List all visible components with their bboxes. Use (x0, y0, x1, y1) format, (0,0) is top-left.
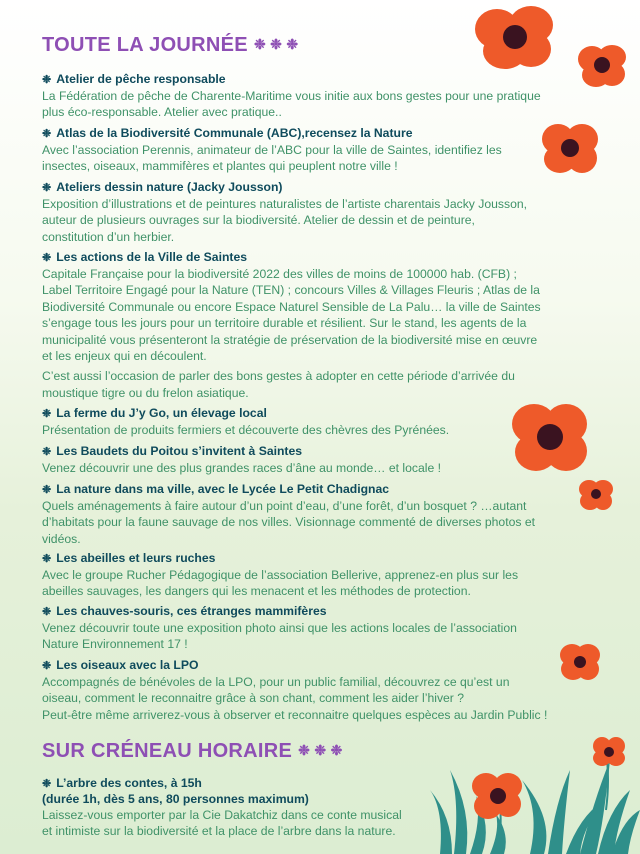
activity-description: Laissez-vous emporter par la Cie Dakatchiz dans ce conte musical et intimiste sur la biodiversité et la place de l’arbre dans la nature. (42, 808, 402, 839)
activity-title: ❉ Les Baudets du Poitou s’invitent à Saintes (42, 444, 303, 458)
bullet-icon: ❉ (42, 660, 52, 672)
bullet-icon: ❉ (42, 128, 52, 140)
bullet-icon: ❉ (42, 553, 52, 565)
bullet-icon: ❉ (42, 252, 52, 264)
activity-title: ❉ La nature dans ma ville, avec le Lycée Le Petit Chadignac (42, 482, 390, 496)
activity-title: ❉ Atlas de la Biodiversité Communale (ABC),recensez la Nature (42, 126, 413, 140)
activity-entry (42, 604, 582, 653)
poppy-flower-icon (556, 638, 604, 684)
bullet-icon: ❉ (42, 446, 52, 458)
activity-description: Capitale Française pour la biodiversité 2022 des villes de moins de 100000 hab. (CFB) ; Label Territoire Engagé pour la Nature (TEN) ; concours Villes & Villages Fleuris ; Atlas de la Biodiversité Communale ou encore Espace Naturel Sensible de La Palu… la ville de Saintes s’engage tous les jours pour un territoire durable et résilient. Sur le stand, les agents de la municipalité vous présenteront la stratégie de préservation de la biodiversité mise en œuvre et les enjeux qui en découlent. (42, 267, 541, 364)
bullet-icon: ❉ (42, 408, 52, 420)
activity-description: La Fédération de pêche de Charente-Maritime vous initie aux bons gestes pour une pratique plus éco-responsable. Atelier avec pratique.. (42, 89, 541, 120)
activity-description: Quels aménagements à faire autour d’un point d’eau, d’une forêt, d’un bosquet ? …autant d’habitats pour la faune sauvage de nos villes. Visionnage commenté de diverses photos et vidéos. (42, 499, 536, 546)
activity-entry (42, 444, 582, 476)
activity-entry (42, 482, 582, 547)
activity-entry (42, 551, 582, 600)
activity-description: Venez découvrir une des plus grandes races d’âne au monde… et locale ! (42, 461, 442, 475)
activity-title: ❉ La ferme du J’y Go, un élevage local (42, 406, 267, 420)
activity-entry (42, 658, 582, 723)
bullet-icon: ❉ (42, 182, 52, 194)
section-heading-time-slot (42, 740, 343, 763)
activity-entry (42, 180, 582, 245)
heading-text: TOUTE LA JOURNÉE (42, 34, 248, 56)
bullet-icon: ❉ (42, 484, 52, 496)
activity-description: Avec l’association Perennis, animateur de l’ABC pour la ville de Saintes, identifiez les insectes, oiseaux, mammifères et plantes qui peuplent notre ville ! (42, 143, 502, 174)
poppy-flower-icon (576, 474, 616, 514)
activity-entry (42, 406, 582, 438)
poppy-flower-icon (593, 737, 625, 766)
poppy-flower-icon (472, 773, 522, 819)
poppy-flower-icon (574, 40, 630, 90)
section-heading-all-day (42, 34, 298, 57)
bullet-icon: ❉ (42, 778, 52, 790)
activity-description: Venez découvrir toute une exposition photo ainsi que les actions locales de l’association Nature Environnement 17 ! (42, 621, 517, 652)
activity-entry (42, 250, 582, 401)
poppy-flower-icon (508, 394, 592, 478)
activity-title: ❉ Les oiseaux avec la LPO (42, 658, 199, 672)
activity-title: ❉ Ateliers dessin nature (Jacky Jousson) (42, 180, 283, 194)
activity-title: ❉ L’arbre des contes, à 15h (42, 776, 202, 790)
activity-title: ❉ Les chauves-souris, ces étranges mammifères (42, 604, 327, 618)
bullet-icon: ❉ (42, 74, 52, 86)
activity-entry (42, 72, 582, 121)
activity-description: Avec le groupe Rucher Pédagogique de l’association Bellerive, apprenez-en plus sur les abeilles sauvages, les dangers qui les menacent et les méthodes de protection. (42, 568, 519, 599)
heading-stars: ❉ ❉ ❉ (253, 36, 299, 52)
activity-description: Exposition d’illustrations et de peintures naturalistes de l’artiste charentais Jacky Jousson, auteur de plusieurs ouvrages sur la biodiversité. Atelier de dessin et de peinture, constitution d’un herbier. (42, 197, 528, 244)
activity-entry (42, 126, 582, 175)
grass-illustration (430, 730, 640, 854)
poppy-flower-icon (470, 0, 560, 70)
heading-stars: ❉ ❉ ❉ (298, 742, 343, 758)
activity-subtitle: (durée 1h, dès 5 ans, 80 personnes maximum) (42, 792, 309, 806)
activity-description: Présentation de produits fermiers et découverte des chèvres des Pyrénées. (42, 423, 450, 437)
bullet-icon: ❉ (42, 606, 52, 618)
activity-title: ❉ Les abeilles et leurs ruches (42, 551, 216, 565)
activity-title: ❉ Atelier de pêche responsable (42, 72, 226, 86)
poppy-flower-icon (538, 116, 602, 178)
activity-title: ❉ Les actions de la Ville de Saintes (42, 250, 248, 264)
activity-description-extra: C’est aussi l’occasion de parler des bons gestes à adopter en cette période d’arrivée du moustique tigre ou du frelon asiatique. (42, 369, 515, 400)
heading-text: SUR CRÉNEAU HORAIRE (42, 740, 293, 762)
activity-description: Accompagnés de bénévoles de la LPO, pour un public familial, découvrez ce qu’est un oiseau, comment le reconnaitre grâce à son chant, comment les aider l’hiver ? Peut-être même arriverez-vous à observer et reconnaitre quelques espèces au Jardin Public ! (42, 675, 548, 722)
